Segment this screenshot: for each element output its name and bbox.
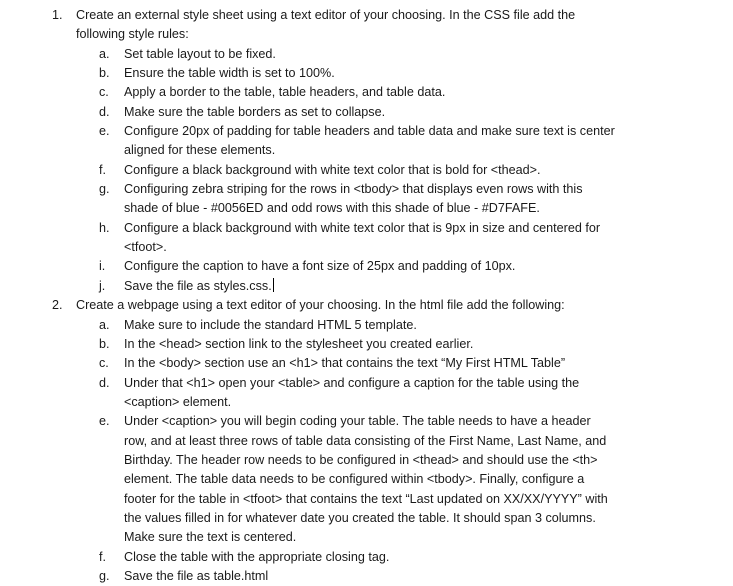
- subitem-text: row, and at least three rows of table data consisting of the First Name, Last Name, and: [124, 433, 607, 448]
- subitem-letter: j.: [99, 278, 106, 293]
- subitem-text: Birthday. The header row needs to be configured in <thead> and should use the <th>: [124, 452, 598, 467]
- subitem-text: Apply a border to the table, table headers, and table data.: [124, 85, 446, 100]
- subitem-2e-continued: [0, 432, 733, 451]
- subitem-letter: i.: [99, 259, 106, 274]
- subitem-letter: a.: [99, 46, 110, 61]
- subitem-2g: [0, 567, 733, 586]
- subitem-2b: [0, 335, 733, 354]
- subitem-text: Make sure the table borders as set to collapse.: [124, 104, 386, 119]
- item-text: following style rules:: [76, 27, 189, 42]
- subitem-letter: c.: [99, 85, 109, 100]
- subitem-2e: [0, 412, 733, 431]
- subitem-text: Configure a black background with white text color that is bold for <thead>.: [124, 162, 541, 177]
- subitem-1d: [0, 103, 733, 122]
- subitem-text-with-cursor[interactable]: [124, 277, 274, 296]
- subitem-text: In the <head> section link to the stylesheet you created earlier.: [124, 336, 474, 351]
- item-text: Create an external style sheet using a text editor of your choosing. In the CSS file add the: [76, 8, 576, 22]
- subitem-letter: a.: [99, 317, 110, 332]
- subitem-2e-continued: [0, 470, 733, 489]
- list-item-2: [0, 296, 733, 315]
- subitem-2e-continued: [0, 490, 733, 509]
- subitem-letter: e.: [99, 414, 110, 429]
- subitem-1e: [0, 122, 733, 141]
- subitem-2d-continued: [0, 393, 733, 412]
- subitem-text: Make sure to include the standard HTML 5 template.: [124, 317, 417, 332]
- subitem-letter: b.: [99, 66, 110, 81]
- subitem-1c: [0, 83, 733, 102]
- subitem-letter: f.: [99, 549, 106, 564]
- subitem-text: <caption> element.: [124, 394, 232, 409]
- subitem-letter: g.: [99, 568, 110, 583]
- subitem-text: Configure the caption to have a font size of 25px and padding of 10px.: [124, 259, 516, 274]
- list-item-1-continued: [0, 25, 733, 44]
- subitem-text: shade of blue - #0056ED and odd rows with this shade of blue - #D7FAFE.: [124, 201, 540, 216]
- subitem-2f: [0, 548, 733, 567]
- subitem-text: footer for the table in <tfoot> that contains the text “Last updated on XX/XX/YYYY” with: [124, 491, 608, 506]
- subitem-1e-continued: [0, 141, 733, 160]
- text-cursor: [273, 278, 274, 292]
- subitem-text: Configuring zebra striping for the rows in <tbody> that displays even rows with this: [124, 182, 583, 197]
- subitem-letter: c.: [99, 356, 109, 371]
- subitem-letter: b.: [99, 336, 110, 351]
- document-body: [0, 6, 733, 586]
- subitem-2a: [0, 316, 733, 335]
- subitem-text: Configure a black background with white text color that is 9px in size and centered for: [124, 220, 601, 235]
- subitem-letter: d.: [99, 104, 110, 119]
- item-number: 2.: [52, 298, 63, 313]
- subitem-2e-continued: [0, 528, 733, 547]
- subitem-2e-continued: [0, 451, 733, 470]
- subitem-text: Under that <h1> open your <table> and configure a caption for the table using the: [124, 375, 580, 390]
- subitem-text: Configure 20px of padding for table headers and table data and make sure text is center: [124, 124, 615, 139]
- list-item-1: [0, 6, 733, 25]
- subitem-text: Save the file as table.html: [124, 568, 269, 583]
- subitem-text: <tfoot>.: [124, 240, 167, 255]
- subitem-text: element. The table data needs to be configured within <tbody>. Finally, configure a: [124, 472, 585, 487]
- subitem-text: Save the file as styles.css.: [124, 278, 272, 293]
- subitem-2c: [0, 354, 733, 373]
- subitem-1i: [0, 257, 733, 276]
- subitem-text: Under <caption> you will begin coding your table. The table needs to have a header: [124, 414, 591, 429]
- subitem-1j: [0, 277, 733, 296]
- subitem-2d: [0, 374, 733, 393]
- subitem-1h: [0, 219, 733, 238]
- subitem-2e-continued: [0, 509, 733, 528]
- subitem-text: the values filled in for whatever date you created the table. It should span 3 columns.: [124, 510, 596, 525]
- subitem-1f: [0, 161, 733, 180]
- subitem-letter: g.: [99, 182, 110, 197]
- subitem-1a: [0, 45, 733, 64]
- subitem-1h-continued: [0, 238, 733, 257]
- subitem-letter: d.: [99, 375, 110, 390]
- subitem-text: aligned for these elements.: [124, 143, 276, 158]
- subitem-1g: [0, 180, 733, 199]
- item-text: Create a webpage using a text editor of your choosing. In the html file add the following:: [76, 298, 565, 313]
- subitem-letter: e.: [99, 124, 110, 139]
- subitem-text: Set table layout to be fixed.: [124, 46, 276, 61]
- item-number: 1.: [52, 8, 63, 22]
- subitem-letter: h.: [99, 220, 110, 235]
- subitem-text: Make sure the text is centered.: [124, 530, 297, 545]
- subitem-letter: f.: [99, 162, 106, 177]
- subitem-text: Close the table with the appropriate closing tag.: [124, 549, 390, 564]
- subitem-text: In the <body> section use an <h1> that contains the text “My First HTML Table”: [124, 356, 566, 371]
- subitem-1g-continued: [0, 199, 733, 218]
- subitem-text: Ensure the table width is set to 100%.: [124, 66, 335, 81]
- subitem-1b: [0, 64, 733, 83]
